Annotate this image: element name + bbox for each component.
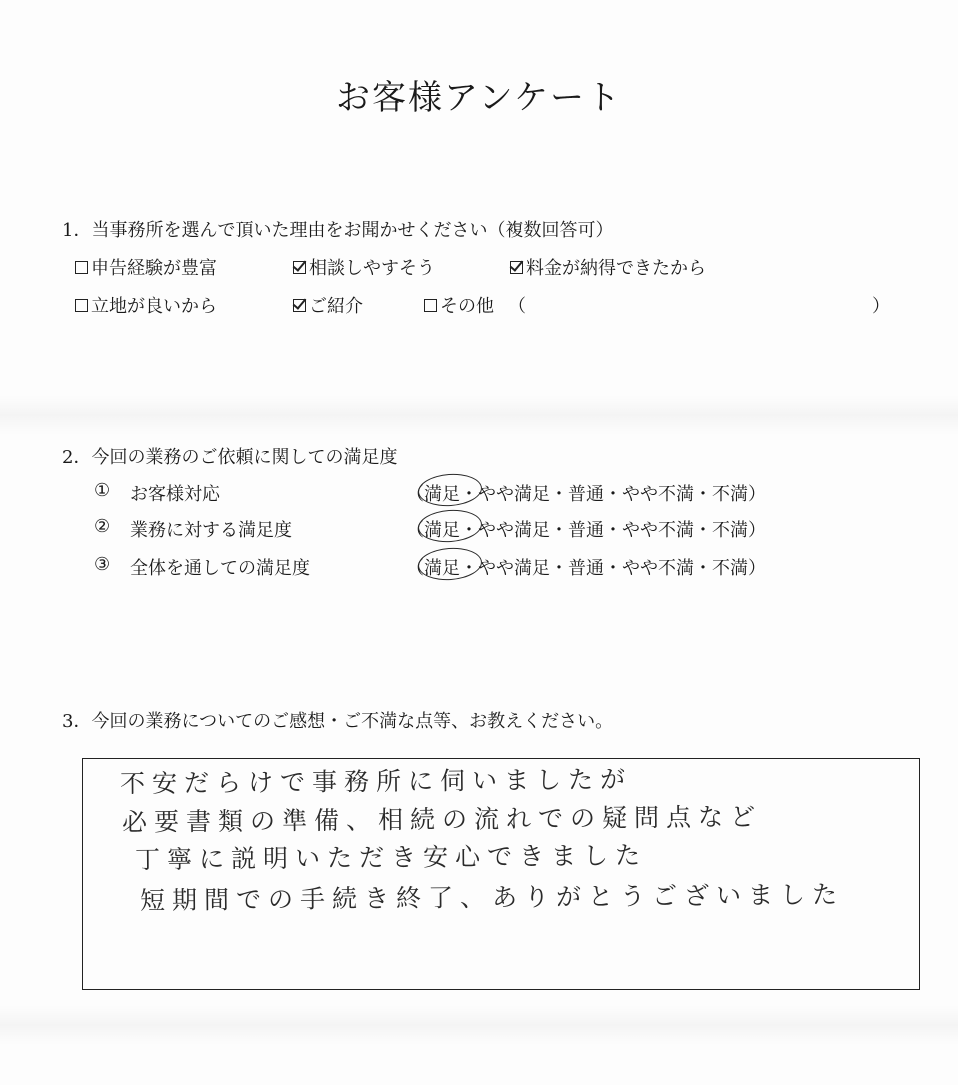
scale-choice[interactable]: やや不満 (622, 484, 694, 505)
handwritten-line: 短期間での手続き終了、ありがとうございました (139, 879, 845, 916)
option-fee[interactable] (510, 254, 706, 280)
rating-scale (406, 480, 766, 506)
handwritten-line: 不安だらけで事務所に伺いましたが (119, 764, 633, 799)
page-title: お客様アンケート (336, 78, 622, 118)
scale-choice[interactable]: やや満足 (478, 558, 550, 579)
row-label: お客様対応 (130, 484, 220, 505)
rating-scale (406, 554, 766, 580)
rating-row-1 (94, 480, 854, 506)
other-paren-open: （ (508, 296, 526, 317)
handwritten-line: 必要書類の準備、相続の流れでの疑問点など (121, 802, 763, 837)
scale-choice[interactable]: 不満 (712, 484, 748, 505)
scale-separator: ・ (604, 558, 622, 579)
option-referral[interactable] (293, 292, 363, 318)
option-label: 相談しやすそう (309, 258, 435, 279)
scale-separator: ・ (694, 484, 712, 505)
scale-choice[interactable]: やや満足 (478, 520, 550, 541)
scale-choice[interactable]: 普通 (568, 484, 604, 505)
row-number: ② (94, 516, 111, 537)
row-label: 業務に対する満足度 (130, 520, 292, 541)
rating-scale (406, 516, 766, 542)
scale-choice[interactable]: やや不満 (622, 558, 694, 579)
scan-shadow (0, 1005, 958, 1045)
handwritten-line: 丁寧に説明いただき安心できました (134, 840, 648, 875)
checkbox[interactable] (424, 299, 437, 312)
question-3: 3．今回の業務についてのご感想・ご不満な点等、お教えください。 (62, 711, 614, 732)
checkbox-checked[interactable] (293, 299, 306, 312)
scale-paren-close: ） (748, 558, 766, 579)
option-label: 料金が納得できたから (526, 258, 706, 279)
question-2: 2．今回の業務のご依頼に関しての満足度 (62, 447, 398, 468)
scale-choice[interactable]: 普通 (568, 558, 604, 579)
scale-choice[interactable]: 不満 (712, 558, 748, 579)
other-paren-close: ） (872, 296, 890, 317)
option-label: 申告経験が豊富 (91, 258, 217, 279)
scale-paren-close: ） (748, 520, 766, 541)
option-label: その他 (440, 296, 494, 317)
option-label: 立地が良いから (91, 296, 217, 317)
scale-separator: ・ (550, 558, 568, 579)
scan-shadow (0, 395, 958, 435)
option-experience[interactable] (75, 254, 217, 280)
scale-paren-close: ） (748, 484, 766, 505)
scale-separator: ・ (460, 558, 478, 579)
checkbox[interactable] (75, 261, 88, 274)
rating-row-3 (94, 554, 854, 580)
checkbox[interactable] (75, 299, 88, 312)
checkbox-checked[interactable] (293, 261, 306, 274)
option-label: ご紹介 (309, 296, 363, 317)
scale-separator: ・ (460, 484, 478, 505)
rating-row-2 (94, 516, 854, 542)
row-number: ③ (94, 554, 111, 575)
scale-choice[interactable]: 普通 (568, 520, 604, 541)
option-location[interactable] (75, 292, 217, 318)
scale-paren-open: （ (406, 520, 424, 541)
scale-separator: ・ (460, 520, 478, 541)
scale-separator: ・ (694, 520, 712, 541)
scale-separator: ・ (694, 558, 712, 579)
scale-choice[interactable]: 不満 (712, 520, 748, 541)
scale-choice[interactable]: 満足 (424, 516, 460, 542)
scale-separator: ・ (550, 520, 568, 541)
row-number: ① (94, 480, 111, 501)
scale-paren-open: （ (406, 484, 424, 505)
scale-separator: ・ (604, 484, 622, 505)
scale-choice[interactable]: 満足 (424, 480, 460, 506)
checkbox-checked[interactable] (510, 261, 523, 274)
scale-choice[interactable]: やや満足 (478, 484, 550, 505)
row-label: 全体を通しての満足度 (130, 558, 310, 579)
scale-separator: ・ (550, 484, 568, 505)
scale-choice[interactable]: 満足 (424, 554, 460, 580)
scale-paren-open: （ (406, 558, 424, 579)
option-other[interactable] (424, 292, 494, 318)
option-easy-consult[interactable] (293, 254, 435, 280)
question-1: 1．当事務所を選んで頂いた理由をお聞かせください（複数回答可） (62, 220, 614, 241)
scale-choice[interactable]: やや不満 (622, 520, 694, 541)
scale-separator: ・ (604, 520, 622, 541)
